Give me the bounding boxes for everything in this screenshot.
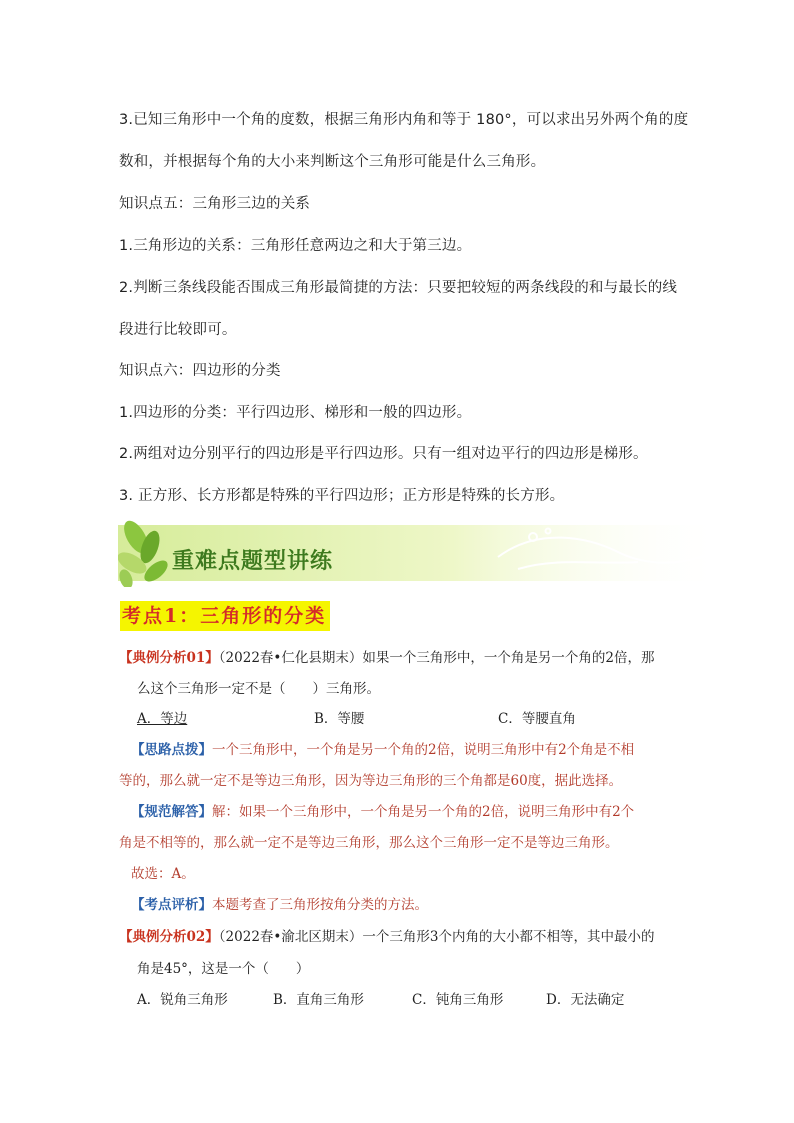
text-line: 3.已知三角形中一个角的度数，根据三角形内角和等于 180°，可以求出另外两个角的度 [119, 112, 689, 128]
answer-text: 角是不相等的，那么就一定不是等边三角形，那么这个三角形一定不是等边三角形。 [119, 835, 619, 851]
hint-text: 一个三角形中，一个角是另一个角的2倍，说明三角形中有2个角是不相 [212, 742, 635, 758]
example-question [119, 925, 654, 945]
question-text: （2022春•仁化县期末）如果一个三角形中，一个角是另一个角的2倍，那 [218, 650, 655, 666]
option-a: A．锐角三角形 [137, 992, 228, 1008]
option-b: B．直角三角形 [273, 992, 364, 1008]
question-text: （2022春•渝北区期末）一个三角形3个内角的大小都不相等，其中最小的 [218, 929, 655, 945]
section-heading: 知识点五：三角形三边的关系 [119, 196, 311, 212]
evaluation-line [131, 893, 428, 913]
text-line: 数和，并根据每个角的大小来判断这个三角形可能是什么三角形。 [119, 154, 546, 170]
text-line: 2.判断三条线段能否围成三角形最简捷的方法：只要把较短的两条线段的和与最长的线 [119, 280, 678, 296]
example-question [119, 646, 654, 666]
text-line: 1.四边形的分类：平行四边形、梯形和一般的四边形。 [119, 405, 472, 421]
banner-title: 重难点题型讲练 [172, 549, 334, 574]
example-tag: 【典例分析02】 [119, 929, 219, 945]
option-b: B．等腰 [314, 711, 365, 727]
answer-choice: 故选：A。 [131, 866, 195, 882]
evaluation-text: 本题考查了三角形按角分类的方法。 [212, 897, 428, 913]
section-heading: 知识点六：四边形的分类 [119, 363, 281, 379]
example-tag: 【典例分析01】 [119, 650, 219, 666]
evaluation-tag: 【考点评析】 [131, 897, 212, 913]
option-c: C．钝角三角形 [412, 992, 504, 1008]
topic-label: 考点1：三角形的分类 [120, 601, 330, 631]
answer-tag: 【规范解答】 [131, 804, 212, 820]
hint-text: 等的，那么就一定不是等边三角形，因为等边三角形的三个角都是60度，据此选择。 [119, 773, 623, 789]
text-line: 3. 正方形、长方形都是特殊的平行四边形；正方形是特殊的长方形。 [119, 488, 565, 504]
question-text: 么这个三角形一定不是（ ）三角形。 [137, 681, 380, 697]
hint-line [131, 738, 634, 758]
answer-text: 解：如果一个三角形中，一个角是另一个角的2倍，说明三角形中有2个 [212, 804, 635, 820]
option-c: C．等腰直角 [498, 711, 576, 727]
text-line: 段进行比较即可。 [119, 322, 237, 338]
question-text: 角是45°，这是一个（ ） [137, 961, 310, 977]
option-d: D．无法确定 [546, 992, 625, 1008]
option-a: A．等边 [137, 711, 188, 727]
text-line: 2.两组对边分别平行的四边形是平行四边形。只有一组对边平行的四边形是梯形。 [119, 446, 648, 462]
hint-tag: 【思路点拨】 [131, 742, 212, 758]
text-line: 1.三角形边的关系：三角形任意两边之和大于第三边。 [119, 238, 472, 254]
answer-line [131, 800, 634, 820]
